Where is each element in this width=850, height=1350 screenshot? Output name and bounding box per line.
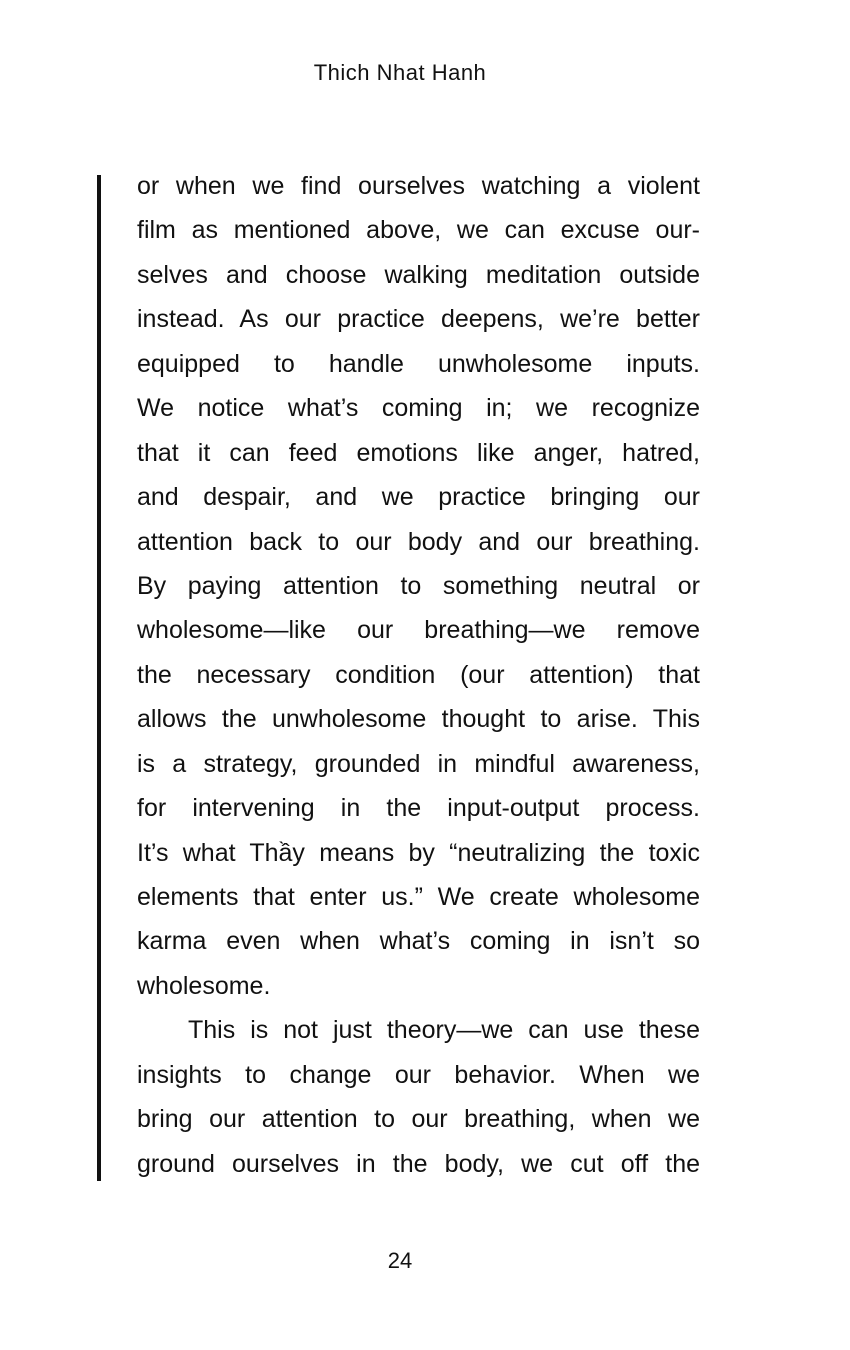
text-line: We notice what’s coming in; we recognize [137, 394, 700, 423]
text-line: that it can feed emotions like anger, hatred, [137, 438, 700, 467]
body-text [137, 168, 700, 1190]
text-line: is a strategy, grounded in mindful awareness, [137, 749, 700, 778]
text-line: It’s what Thầy means by “neutralizing the toxic [137, 838, 700, 867]
text-line: By paying attention to something neutral or [137, 571, 700, 600]
text-line: bring our attention to our breathing, when we [137, 1105, 700, 1134]
text-line: selves and choose walking meditation outside [137, 260, 700, 289]
page-number: 24 [387, 1248, 413, 1273]
text-line: instead. As our practice deepens, we’re better [137, 305, 700, 334]
text-line: allows the unwholesome thought to arise. This [137, 705, 700, 734]
text-line: ground ourselves in the body, we cut off the [137, 1149, 700, 1178]
running-head: Thich Nhat Hanh [313, 60, 487, 85]
text-line: or when we find ourselves watching a violent [137, 172, 700, 200]
text-line-indented: This is not just theory—we can use these [188, 1016, 700, 1045]
text-line: film as mentioned above, we can excuse our- [137, 216, 700, 245]
text-line: wholesome. [137, 971, 271, 1000]
text-line: and despair, and we practice bringing our [137, 483, 700, 512]
margin-rule [97, 175, 101, 1181]
text-line: attention back to our body and our breathing. [137, 527, 700, 556]
text-line: elements that enter us.” We create wholesome [137, 883, 700, 911]
text-line: the necessary condition (our attention) that [137, 660, 700, 689]
text-line: insights to change our behavior. When we [137, 1060, 700, 1089]
text-line: for intervening in the input-output process. [137, 794, 700, 823]
text-line: wholesome—like our breathing—we remove [137, 616, 700, 645]
text-line: equipped to handle unwholesome inputs. [137, 349, 700, 378]
text-line: karma even when what’s coming in isn’t so [137, 927, 700, 956]
